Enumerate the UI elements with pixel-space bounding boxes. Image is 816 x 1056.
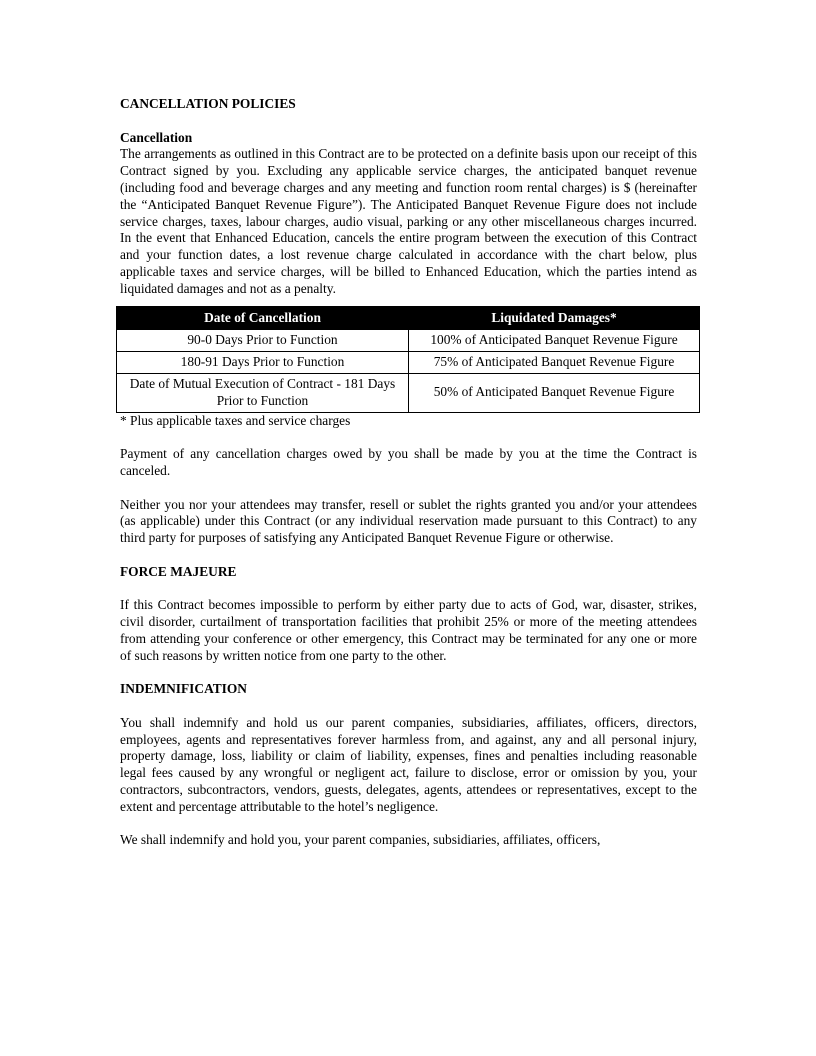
transfer-paragraph: Neither you nor your attendees may transfer, resell or sublet the rights granted you and/or your attendees (as applicable) under this Contract (or any individual reservation made pursuant to this Contract) to any third party for purposes of satisfying any Anticipated Banquet Revenue Figure or otherwise. <box>120 496 697 546</box>
table-row <box>117 373 700 412</box>
cancellation-paragraph: The arrangements as outlined in this Contract are to be protected on a definite basis upon our receipt of this Contract signed by you. Excluding any applicable service charges, the anticipated banquet revenue (including food and beverage charges and any meeting and function room rental charges) is $ (hereinafter the “Anticipated Banquet Revenue Figure”). The Anticipated Banquet Revenue Figure does not include service charges, taxes, labour charges, audio visual, parking or any other miscellaneous charges incurred. In the event that Enhanced Education, cancels the entire program between the execution of this Contract and your function dates, a lost revenue charge calculated in accordance with the chart below, plus applicable taxes and service charges, will be billed to Enhanced Education, which the parties intend as liquidated damages and not as a penalty. <box>120 146 697 296</box>
liquidated-damages-table <box>116 306 700 413</box>
table-row <box>117 330 700 352</box>
indemnification-paragraph-2: We shall indemnify and hold you, your parent companies, subsidiaries, affiliates, officers, <box>120 832 601 848</box>
table-header-date: Date of Cancellation <box>117 306 409 330</box>
cancellation-policies-heading: CANCELLATION POLICIES <box>120 96 296 111</box>
force-majeure-heading: FORCE MAJEURE <box>120 563 237 579</box>
table-header-damages: Liquidated Damages* <box>409 306 700 330</box>
table-cell-damages: 50% of Anticipated Banquet Revenue Figure <box>409 373 700 412</box>
force-majeure-paragraph: If this Contract becomes impossible to perform by either party due to acts of God, war, disaster, strikes, civil disorder, curtailment of transportation facilities that prohibit 25% or more of the meeting attendees from attending your conference or other emergency, this Contract may be terminated for any one or more of such reasons by written notice from one party to the other. <box>120 597 697 663</box>
table-cell-damages: 100% of Anticipated Banquet Revenue Figure <box>409 330 700 352</box>
table-row <box>117 352 700 374</box>
payment-paragraph: Payment of any cancellation charges owed by you shall be made by you at the time the Contract is canceled. <box>120 446 697 478</box>
table-cell-date: 180-91 Days Prior to Function <box>117 352 409 374</box>
table-footnote: * Plus applicable taxes and service charges <box>120 412 351 428</box>
table-header-row <box>117 306 700 330</box>
table-cell-date: Date of Mutual Execution of Contract - 181 Days Prior to Function <box>117 373 409 412</box>
cancellation-subheading: Cancellation <box>120 129 193 145</box>
table-cell-date: 90-0 Days Prior to Function <box>117 330 409 352</box>
contract-page <box>120 96 697 849</box>
table-cell-damages: 75% of Anticipated Banquet Revenue Figure <box>409 352 700 374</box>
indemnification-paragraph-1: You shall indemnify and hold us our parent companies, subsidiaries, affiliates, officers, directors, employees, agents and representatives forever harmless from, and against, any and all personal injury, property damage, loss, liability or claim of liability, expenses, fines and penalties including reasonable legal fees caused by any wrongful or negligent act, failure to disclose, error or omission by you, your contractors, subcontractors, vendors, guests, delegates, agents, attendees or representatives, except to the extent and percentage attributable to the hotel’s negligence. <box>120 714 697 814</box>
indemnification-heading: INDEMNIFICATION <box>120 681 247 697</box>
